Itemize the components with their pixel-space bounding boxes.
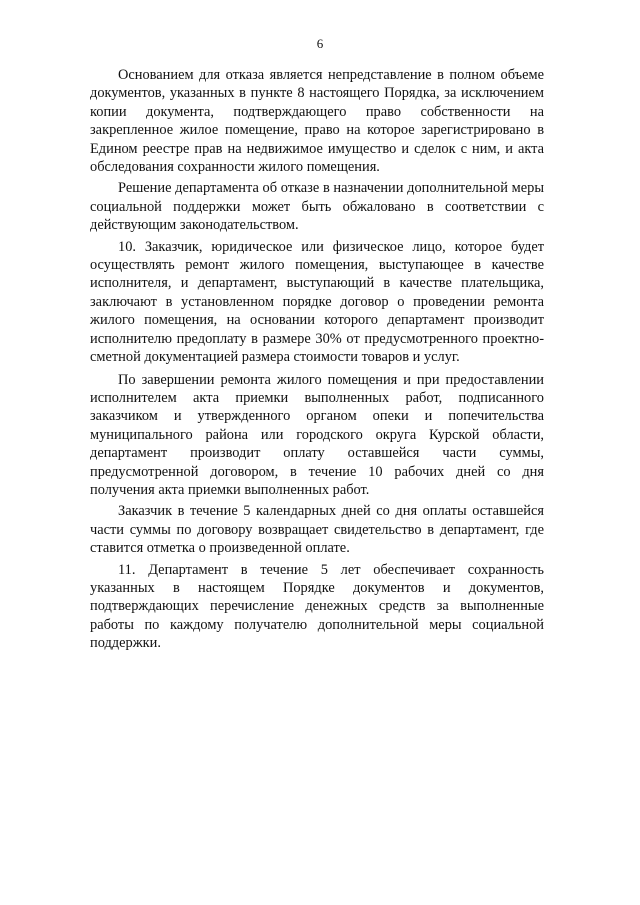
paragraph-item-11: 11. Департамент в течение 5 лет обеспечивает сохранность указанных в настоящем Порядке документов и документов, подтверждающих перечисление денежных средств за выполненные работы по каждому получателю дополнительной меры социальной поддержки. [90,561,544,652]
page-number: 6 [316,36,324,51]
paragraph-refusal-basis: Основанием для отказа является непредставление в полном объеме документов, указанных в пункте 8 настоящего Порядка, за исключением копии документа, подтверждающего право собственности на закрепленное жилое помещение, право на которое зарегистрировано в Едином реестре прав на недвижимое имущество и сделок с ним, и акта обследования сохранности жилого помещения. [90,67,544,176]
document-body [90,66,544,653]
paragraph-certificate-return: Заказчик в течение 5 календарных дней со дня оплаты оставшейся части суммы по договору возвращает свидетельство в департамент, где ставится отметка о произведенной оплате. [90,503,544,557]
paragraph-item-10: 10. Заказчик, юридическое или физическое лицо, которое будет осуществлять ремонт жилого помещения, выступающее в качестве исполнителя, и департамент, выступающий в качестве плательщика, заключают в установленном порядке договор о проведении ремонта жилого помещения, на основании которого департамент производит исполнителю предоплату в размере 30% от предусмотренного проектно-сметной документацией размера стоимости товаров и услуг. [90,238,544,366]
paragraph-appeal: Решение департамента об отказе в назначении дополнительной меры социальной поддержки может быть обжаловано в соответствии с действующим законодательством. [90,180,544,234]
paragraph-completion-payment: По завершении ремонта жилого помещения и при предоставлении исполнителем акта приемки выполненных работ, подписанного заказчиком и утвержденного органом опеки и попечительства муниципального района или городского округа Курской области, департамент производит оплату оставшейся части суммы, предусмотренной договором, в течение 10 рабочих дней со дня получения акта приемки выполненных работ. [90,371,544,498]
